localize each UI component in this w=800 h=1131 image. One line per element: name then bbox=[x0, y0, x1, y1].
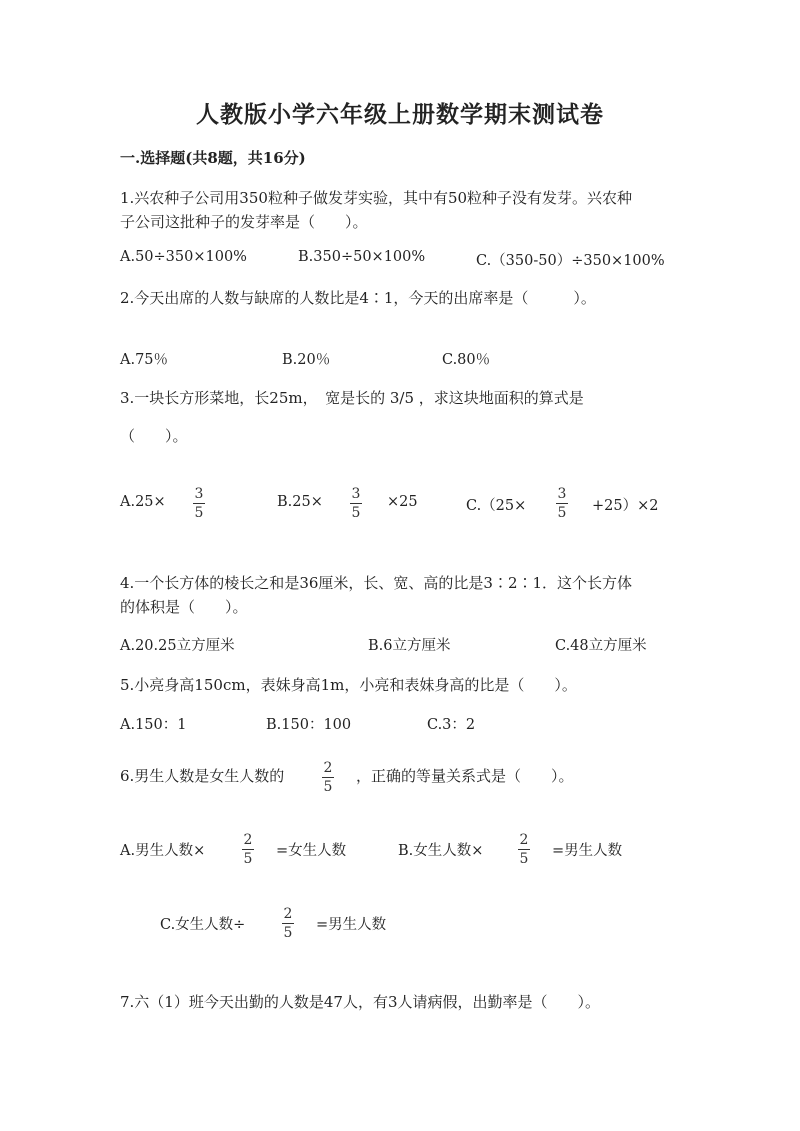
q1-option-a: A.50÷350×100% bbox=[120, 249, 247, 265]
q6-option-b-prefix: B.女生人数× bbox=[398, 843, 484, 859]
question-6-text-2: ，正确的等量关系式是（ ）。 bbox=[356, 767, 574, 785]
q6-option-c-suffix: =男生人数 bbox=[316, 917, 387, 933]
q5-option-a: A.150：1 bbox=[120, 717, 187, 733]
section-heading: 一.选择题(共8题，共16分) bbox=[120, 149, 306, 167]
q4-option-c: C.48立方厘米 bbox=[555, 638, 647, 654]
question-4-line-2: 的体积是（ ）。 bbox=[120, 598, 248, 616]
q5-option-c: C.3：2 bbox=[427, 717, 476, 733]
q1-option-c: C.（350-50）÷350×100% bbox=[476, 253, 665, 269]
q2-option-b: B.20％ bbox=[282, 352, 331, 368]
q3-option-c-prefix: C.（25× bbox=[466, 498, 527, 514]
q5-option-b: B.150：100 bbox=[266, 717, 352, 733]
question-3-line-1: 3.一块长方形菜地，长25m， 宽是长的 3/5 ，求这块地面积的算式是 bbox=[120, 389, 584, 407]
q3-option-c-suffix: +25）×2 bbox=[592, 498, 659, 514]
q4-option-a: A.20.25立方厘米 bbox=[120, 638, 235, 654]
q6-option-b-suffix: =男生人数 bbox=[552, 843, 623, 859]
question-7: 7.六（1）班今天出勤的人数是47人，有3人请病假，出勤率是（ ）。 bbox=[120, 993, 600, 1011]
q6-option-c-fraction: 2 5 bbox=[283, 906, 293, 941]
q6-option-a-suffix: =女生人数 bbox=[276, 843, 347, 859]
page-title: 人教版小学六年级上册数学期末测试卷 bbox=[196, 101, 604, 128]
q1-option-b: B.350÷50×100% bbox=[298, 249, 426, 265]
q6-option-c-prefix: C.女生人数÷ bbox=[160, 917, 246, 933]
q6-option-a-fraction: 2 5 bbox=[243, 832, 253, 867]
question-6-fraction: 2 5 bbox=[323, 760, 333, 795]
question-6-text-1: 6.男生人数是女生人数的 bbox=[120, 767, 285, 785]
q3-option-a: A.25× bbox=[120, 494, 166, 510]
q4-option-b: B.6立方厘米 bbox=[368, 638, 451, 654]
question-5: 5.小亮身高150cm，表妹身高1m，小亮和表妹身高的比是（ ）。 bbox=[120, 676, 577, 694]
q3-option-b-fraction: 3 5 bbox=[351, 486, 361, 521]
question-4-line-1: 4.一个长方体的棱长之和是36厘米，长、宽、高的比是3∶2∶1．这个长方体 bbox=[120, 574, 633, 592]
q3-option-b-suffix: ×25 bbox=[387, 494, 418, 510]
q3-option-c-fraction: 3 5 bbox=[557, 486, 567, 521]
question-1-line-1: 1.兴农种子公司用350粒种子做发芽实验，其中有50粒种子没有发芽。兴农种 bbox=[120, 189, 633, 207]
question-1-line-2: 子公司这批种子的发芽率是（ ）。 bbox=[120, 213, 368, 231]
question-2: 2.今天出席的人数与缺席的人数比是4∶1，今天的出席率是（ ）。 bbox=[120, 289, 596, 307]
q2-option-c: C.80％ bbox=[442, 352, 491, 368]
q3-option-a-fraction: 3 5 bbox=[194, 486, 204, 521]
q2-option-a: A.75％ bbox=[120, 352, 169, 368]
question-1 bbox=[120, 186, 690, 234]
question-4 bbox=[120, 571, 690, 619]
q3-option-b-prefix: B.25× bbox=[277, 494, 323, 510]
question-3-line-2: （ ）。 bbox=[120, 427, 188, 445]
q6-option-b-fraction: 2 5 bbox=[519, 832, 529, 867]
q6-option-a-prefix: A.男生人数× bbox=[120, 843, 206, 859]
